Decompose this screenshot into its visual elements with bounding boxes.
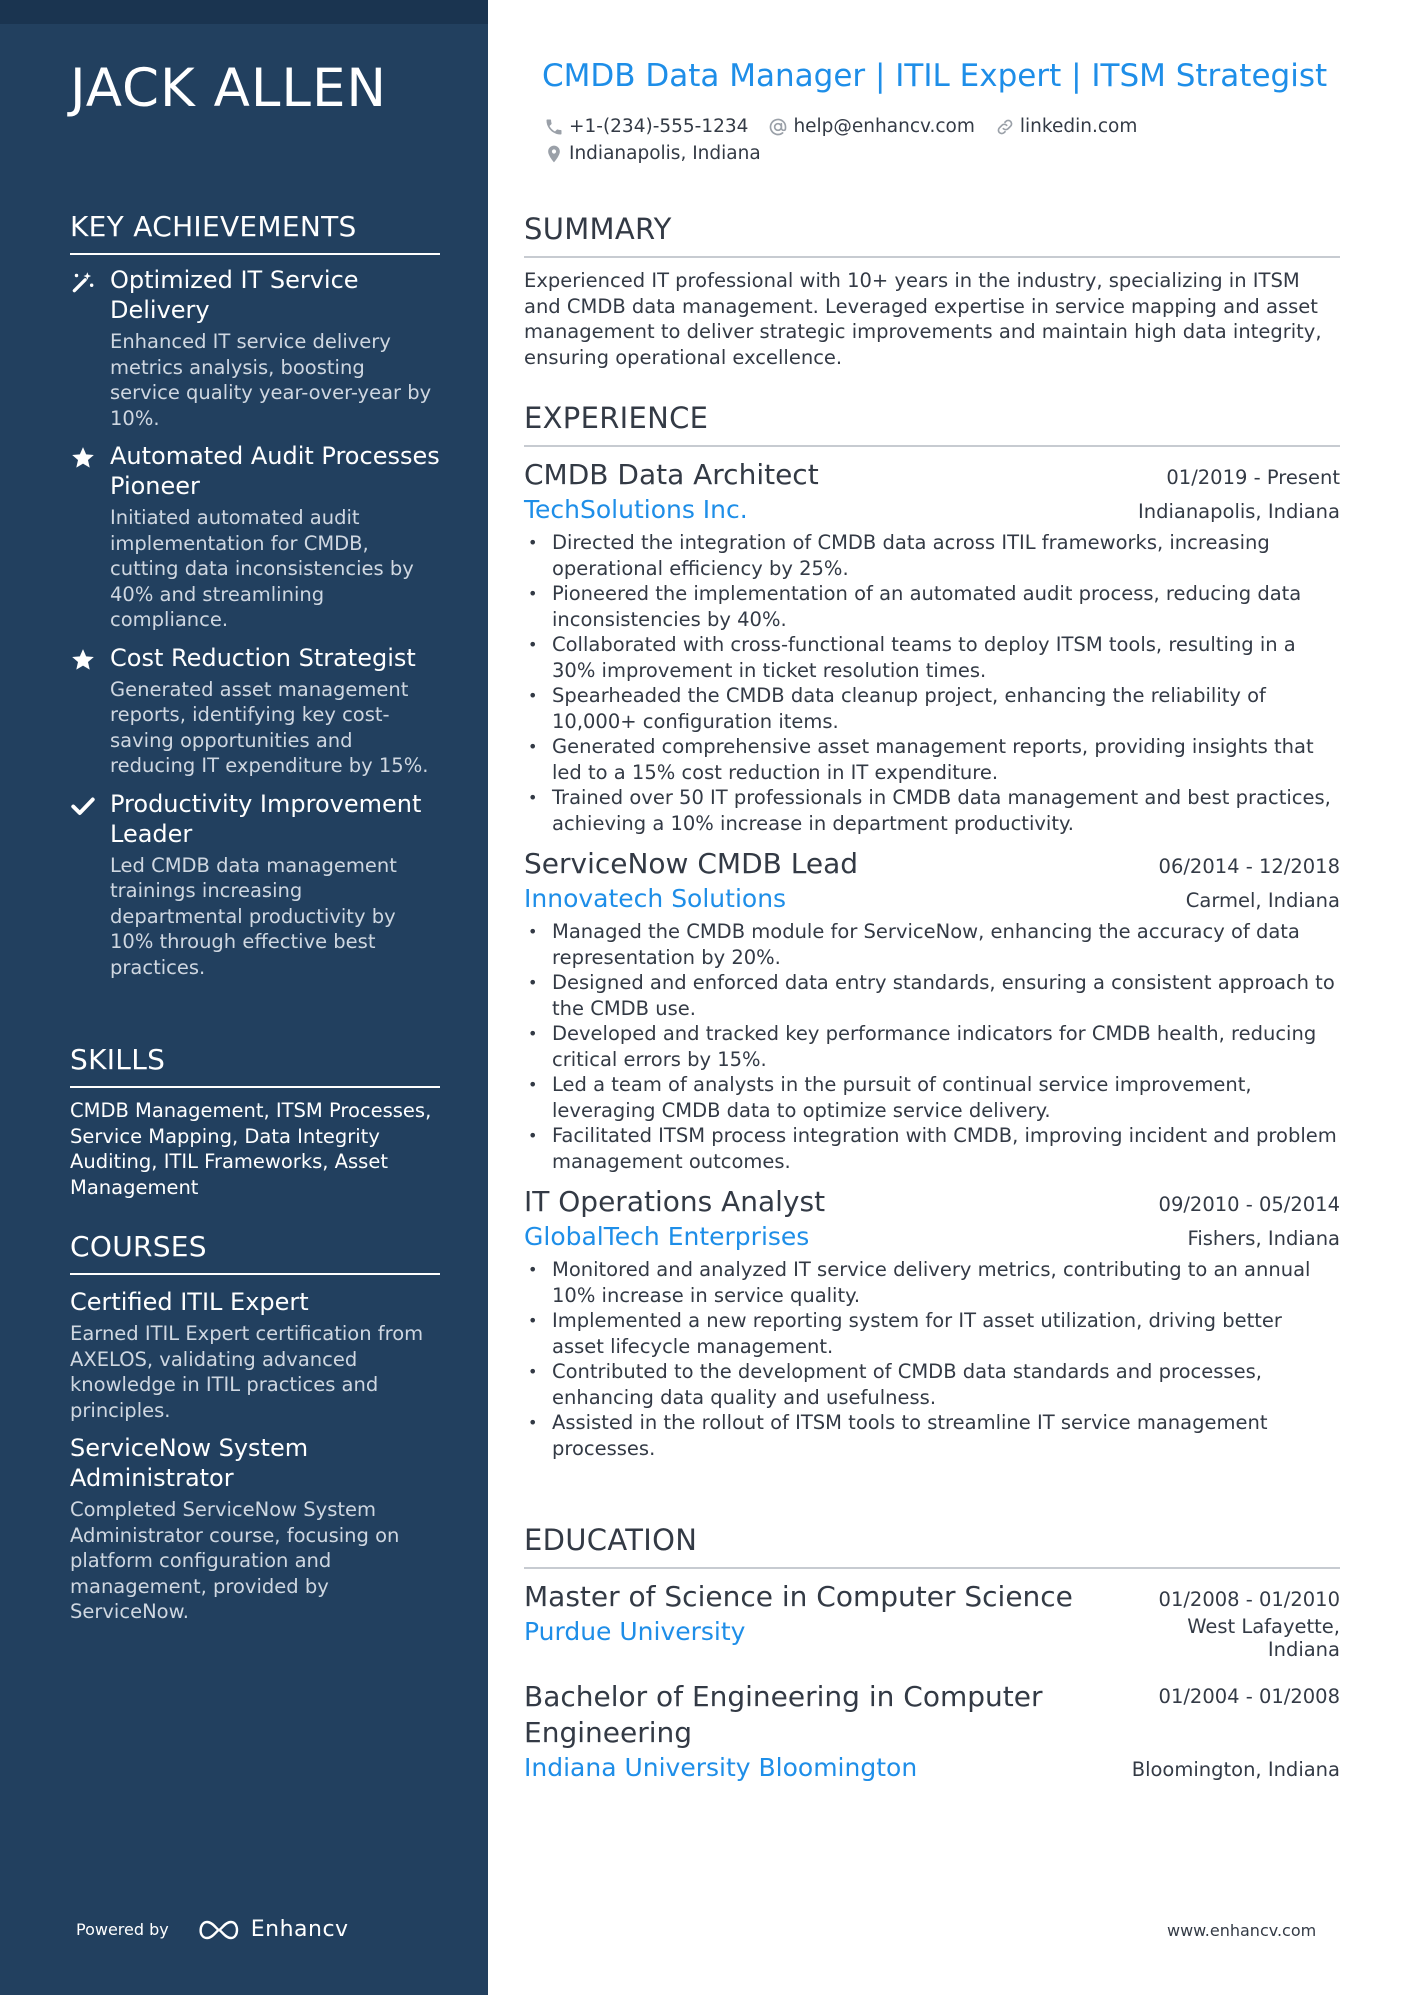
powered-by [76, 1917, 349, 1942]
list-item: • Collaborated with cross-functional teams to deploy ITSM tools, resulting in a 30% improvement in ticket resolution times. [524, 632, 1340, 683]
education-entry [524, 1679, 1340, 1784]
job-title: CMDB Data Architect [524, 458, 819, 491]
job-bullets [524, 919, 1340, 1174]
contact-info [544, 113, 1324, 167]
job-entry [524, 457, 1340, 836]
location-pin-icon [544, 144, 564, 164]
courses-section [70, 1230, 440, 1625]
course-title: ServiceNow System Administrator [70, 1434, 309, 1492]
sidebar [0, 0, 488, 1995]
list-item: • Directed the integration of CMDB data across ITIL frameworks, increasing operational efficiency by 25%. [524, 530, 1340, 581]
job-bullets [524, 1257, 1340, 1461]
education-location: Bloomington, Indiana [1131, 1758, 1340, 1781]
list-item: • Managed the CMDB module for ServiceNow, enhancing the accuracy of data representation by 20%. [524, 919, 1340, 970]
course-item [70, 1287, 440, 1423]
achievement-description: Led CMDB data management trainings increasing departmental productivity by 10% through effective best practices. [110, 853, 397, 979]
brand-name: Enhancv [250, 1917, 349, 1942]
phone-icon [544, 117, 564, 137]
list-item: • Generated comprehensive asset management reports, providing insights that led to a 15% cost reduction in IT expenditure. [524, 734, 1340, 785]
summary-text: Experienced IT professional with 10+ years in the industry, specializing in ITSM and CMDB data management. Leveraged expertise in service mapping and asset management to deliver strategic improvements and maintain high data integrity, ensuring operational excellence. [524, 269, 1322, 369]
job-dates: 09/2010 - 05/2014 [1158, 1193, 1340, 1216]
school-name[interactable]: Purdue University [524, 1617, 746, 1646]
achievement-description: Initiated automated audit implementation for CMDB, cutting data inconsistencies by 40% and streamlining compliance. [110, 506, 414, 631]
key-achievements-heading: KEY ACHIEVEMENTS [70, 210, 440, 255]
course-description: Earned ITIL Expert certification from AXELOS, validating advanced knowledge in ITIL practices and principles. [70, 1322, 424, 1422]
job-entry [524, 1184, 1340, 1461]
school-name[interactable]: Indiana University Bloomington [524, 1753, 918, 1782]
email-text: help@enhancv.com [793, 116, 975, 137]
summary-heading: SUMMARY [524, 212, 1340, 258]
education-location: West Lafayette, Indiana [1187, 1615, 1340, 1661]
experience-section [524, 401, 1340, 1461]
course-description: Completed ServiceNow System Administrator course, focusing on platform configuration and management, provided by ServiceNow. [70, 1498, 400, 1623]
education-dates: 01/2008 - 01/2010 [1158, 1588, 1340, 1611]
list-item: • Trained over 50 IT professionals in CMDB data management and best practices, achieving a 10% increase in department productivity. [524, 785, 1340, 836]
achievement-description: Enhanced IT service delivery metrics analysis, boosting service quality year-over-year by 10%. [110, 330, 432, 430]
courses-heading: COURSES [70, 1230, 440, 1275]
list-item: • Designed and enforced data entry standards, ensuring a consistent approach to the CMDB use. [524, 970, 1340, 1021]
list-item: • Contributed to the development of CMDB data standards and processes, enhancing data quality and usefulness. [524, 1359, 1340, 1410]
education-entry [524, 1579, 1340, 1661]
skills-list: CMDB Management, ITSM Processes, Service Mapping, Data Integrity Auditing, ITIL Frameworks, Asset Management [70, 1099, 432, 1199]
enhancv-logo-icon [195, 1918, 241, 1942]
achievement-title: Automated Audit Processes Pioneer [110, 442, 440, 500]
company-name[interactable]: GlobalTech Enterprises [524, 1222, 810, 1251]
job-dates: 01/2019 - Present [1166, 466, 1340, 489]
education-heading: EDUCATION [524, 1523, 1340, 1569]
phone-text: +1-(234)-555-1234 [569, 116, 749, 137]
list-item: • Pioneered the implementation of an automated audit process, reducing data inconsistencies by 40%. [524, 581, 1340, 632]
location-text: Indianapolis, Indiana [569, 143, 761, 164]
contact-email[interactable] [768, 113, 974, 140]
job-dates: 06/2014 - 12/2018 [1158, 855, 1340, 878]
summary-section [524, 212, 1340, 370]
achievement-item [70, 441, 440, 633]
skills-heading: SKILLS [70, 1043, 440, 1088]
list-item: • Developed and tracked key performance indicators for CMDB health, reducing critical errors by 15%. [524, 1021, 1340, 1072]
list-item: • Assisted in the rollout of ITSM tools to streamline IT service management processes. [524, 1410, 1340, 1461]
job-location: Carmel, Indiana [1185, 889, 1340, 912]
achievement-title: Productivity Improvement Leader [110, 789, 422, 848]
magic-wand-icon [70, 269, 96, 295]
star-icon [70, 445, 96, 471]
achievement-description: Generated asset management reports, identifying key cost-saving opportunities and reducing IT expenditure by 15%. [110, 677, 429, 777]
achievement-item [70, 643, 440, 779]
checkmark-icon [70, 793, 96, 819]
achievement-item [70, 265, 440, 431]
education-section [524, 1523, 1340, 1784]
course-item [70, 1433, 440, 1625]
education-dates: 01/2004 - 01/2008 [1158, 1685, 1340, 1708]
job-title: ServiceNow CMDB Lead [524, 847, 859, 880]
skills-section [70, 1043, 440, 1200]
course-title: Certified ITIL Expert [70, 1288, 309, 1316]
contact-location [544, 140, 761, 167]
powered-by-label: Powered by [76, 1920, 169, 1939]
achievement-title: Cost Reduction Strategist [110, 643, 416, 672]
enhancv-logo[interactable] [195, 1917, 349, 1942]
list-item: • Implemented a new reporting system for IT asset utilization, driving better asset lifecycle management. [524, 1308, 1340, 1359]
at-sign-icon [768, 117, 788, 137]
company-name[interactable]: Innovatech Solutions [524, 884, 787, 913]
company-name[interactable]: TechSolutions Inc. [524, 495, 748, 524]
job-title: IT Operations Analyst [524, 1185, 826, 1218]
person-name: JACK ALLEN [70, 58, 388, 119]
contact-phone[interactable] [544, 113, 748, 140]
achievement-item [70, 789, 440, 981]
job-location: Indianapolis, Indiana [1137, 500, 1340, 523]
key-achievements-section [70, 210, 440, 980]
list-item: • Monitored and analyzed IT service delivery metrics, contributing to an annual 10% increase in service quality. [524, 1257, 1340, 1308]
footer-url[interactable]: www.enhancv.com [1167, 1921, 1317, 1940]
list-item: • Led a team of analysts in the pursuit of continual service improvement, leveraging CMDB data to optimize service delivery. [524, 1072, 1340, 1123]
sidebar-top-bar [0, 0, 488, 24]
contact-linkedin[interactable] [995, 113, 1137, 140]
degree-title: Bachelor of Engineering in Computer Engineering [524, 1680, 1043, 1749]
job-location: Fishers, Indiana [1187, 1227, 1340, 1250]
headline: CMDB Data Manager | ITIL Expert | ITSM Strategist [542, 58, 1328, 94]
star-icon [70, 647, 96, 673]
link-icon [995, 117, 1015, 137]
list-item: • Facilitated ITSM process integration with CMDB, improving incident and problem management outcomes. [524, 1123, 1340, 1174]
job-bullets [524, 530, 1340, 836]
list-item: • Spearheaded the CMDB data cleanup project, enhancing the reliability of 10,000+ configuration items. [524, 683, 1340, 734]
degree-title: Master of Science in Computer Science [524, 1580, 1073, 1613]
linkedin-text: linkedin.com [1019, 116, 1138, 137]
experience-heading: EXPERIENCE [524, 401, 1340, 447]
job-entry [524, 846, 1340, 1174]
achievement-title: Optimized IT Service Delivery [110, 266, 359, 324]
